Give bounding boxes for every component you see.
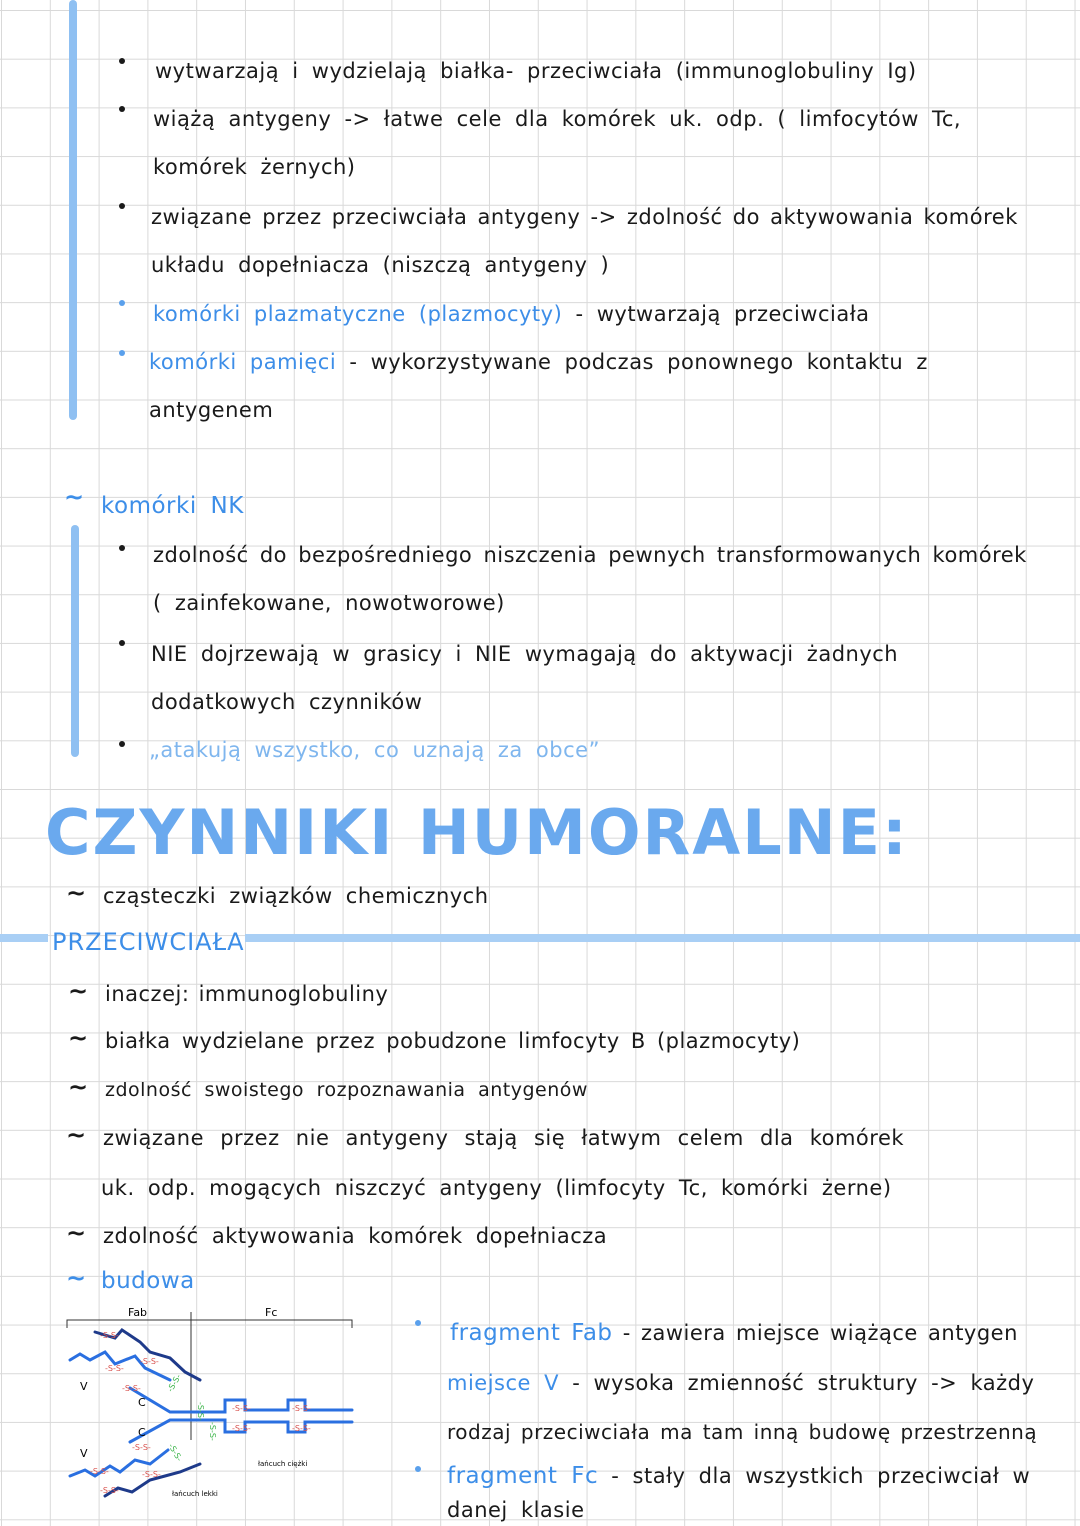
tilde-marker: ~	[64, 483, 85, 511]
c-label: C	[138, 1396, 146, 1409]
tilde-marker: ~	[68, 1073, 89, 1101]
note-line: białka wydzielane przez pobudzone limfocyty B (plazmocyty)	[105, 1029, 801, 1053]
disulfide-label: -S-S-	[122, 1384, 141, 1393]
disulfide-label: -S-S-	[292, 1404, 311, 1413]
note-line: komórek żernych)	[153, 155, 356, 179]
bullet	[119, 58, 125, 64]
note-line: antygenem	[149, 398, 274, 422]
antibody-diagram	[60, 1300, 360, 1500]
bullet	[119, 545, 125, 551]
note-line: dodatkowych czynników	[151, 690, 423, 714]
fc-label: Fc	[265, 1306, 278, 1319]
bullet	[415, 1320, 421, 1326]
bullet	[415, 1466, 421, 1472]
inter-disulfide-label: -S-S-	[208, 1422, 217, 1441]
note-line: wytwarzają i wydzielają białka- przeciwciała (immunoglobuliny Ig)	[155, 59, 917, 83]
note-line	[153, 301, 870, 327]
term-fc: fragment Fc	[447, 1463, 599, 1489]
tilde-marker: ~	[68, 977, 89, 1005]
disulfide-label: -S-S-	[132, 1443, 151, 1452]
fab-label: Fab	[128, 1306, 148, 1319]
note-line: wiążą antygeny -> łatwe cele dla komórek uk. odp. ( limfocytów Tc,	[153, 107, 962, 131]
disulfide-label: -S-S-	[140, 1357, 159, 1366]
note-line	[149, 349, 928, 375]
term-memory-cells: komórki pamięci	[149, 350, 337, 374]
disulfide-label: -S-S-	[142, 1470, 161, 1479]
light-chain-label: łańcuch lekki	[172, 1490, 218, 1498]
margin-bar	[69, 0, 77, 420]
note-line: danej klasie	[447, 1498, 585, 1522]
tilde-marker: ~	[66, 879, 87, 907]
tilde-marker: ~	[66, 1121, 87, 1149]
note-line	[447, 1370, 1034, 1396]
note-line: inaczej: immunoglobuliny	[105, 982, 389, 1006]
tilde-marker: ~	[66, 1219, 87, 1247]
bullet	[119, 640, 125, 646]
note-line	[450, 1320, 1018, 1346]
note-line	[447, 1463, 1030, 1489]
bullet	[119, 300, 125, 306]
term-desc: - zawiera miejsce wiążące antygen	[622, 1321, 1018, 1345]
bullet	[119, 106, 125, 112]
subheading: PRZECIWCIAŁA	[52, 928, 245, 956]
divider	[0, 934, 48, 942]
inter-disulfide-label: -S-S-	[196, 1402, 205, 1421]
disulfide-label: -S-S-	[100, 1486, 119, 1495]
term-plasma-cells: komórki plazmatyczne (plazmocyty)	[153, 302, 563, 326]
section-heading: CZYNNIKI HUMORALNE:	[45, 796, 909, 869]
note-line: związane przez nie antygeny stają się łatwym celem dla komórek	[103, 1126, 905, 1150]
note-line: układu dopełniacza (niszczą antygeny )	[151, 253, 610, 277]
nk-title: komórki NK	[101, 493, 244, 519]
note-line: zdolność swoistego rozpoznawania antygenów	[105, 1079, 588, 1101]
term-desc: - wytwarzają przeciwciała	[575, 302, 870, 326]
bullet	[119, 350, 125, 356]
inter-disulfide-label: -S-S-	[166, 1442, 184, 1463]
term-v-region: miejsce V	[447, 1371, 559, 1395]
note-line: związane przez przeciwciała antygeny -> zdolność do aktywowania komórek	[151, 205, 1018, 229]
disulfide-label: -S-S-	[292, 1424, 311, 1433]
heavy-chain-label: łańcuch ciężki	[258, 1460, 308, 1468]
note-line: NIE dojrzewają w grasicy i NIE wymagają do aktywacji żadnych	[151, 642, 899, 666]
note-line: zdolność aktywowania komórek dopełniacza	[103, 1224, 608, 1248]
structure-label: budowa	[101, 1268, 195, 1294]
bullet	[119, 203, 125, 209]
tilde-marker: ~	[68, 1024, 89, 1052]
bullet	[119, 741, 125, 747]
margin-bar	[71, 525, 79, 757]
disulfide-label: -S-S-	[232, 1424, 251, 1433]
disulfide-label: -S-S-	[232, 1404, 251, 1413]
term-desc: - stały dla wszystkich przeciwciał w	[611, 1464, 1031, 1488]
quote-line: „atakują wszystko, co uznają za obce”	[149, 738, 600, 762]
disulfide-label: -S-S-	[90, 1467, 109, 1476]
term-desc: - wysoka zmienność struktury -> każdy	[572, 1371, 1035, 1395]
inter-disulfide-label: -S-S-	[165, 1372, 183, 1394]
note-line: rodzaj przeciwciała ma tam inną budowę przestrzenną	[447, 1420, 1038, 1444]
v-label: V	[80, 1447, 88, 1460]
term-desc: - wykorzystywane podczas ponownego kontaktu z	[349, 350, 928, 374]
disulfide-label: -S-S-	[105, 1364, 124, 1373]
divider	[245, 934, 1080, 942]
c-label: C	[138, 1426, 146, 1439]
note-line: cząsteczki związków chemicznych	[103, 884, 489, 908]
note-line: zdolność do bezpośredniego niszczenia pewnych transformowanych komórek	[153, 543, 1027, 567]
v-label: V	[80, 1380, 88, 1393]
disulfide-label: -S-S-	[100, 1331, 119, 1340]
note-line: uk. odp. mogących niszczyć antygeny (limfocyty Tc, komórki żerne)	[101, 1176, 892, 1200]
term-fab: fragment Fab	[450, 1320, 613, 1346]
tilde-marker: ~	[66, 1264, 87, 1292]
note-line: ( zainfekowane, nowotworowe)	[153, 591, 505, 615]
